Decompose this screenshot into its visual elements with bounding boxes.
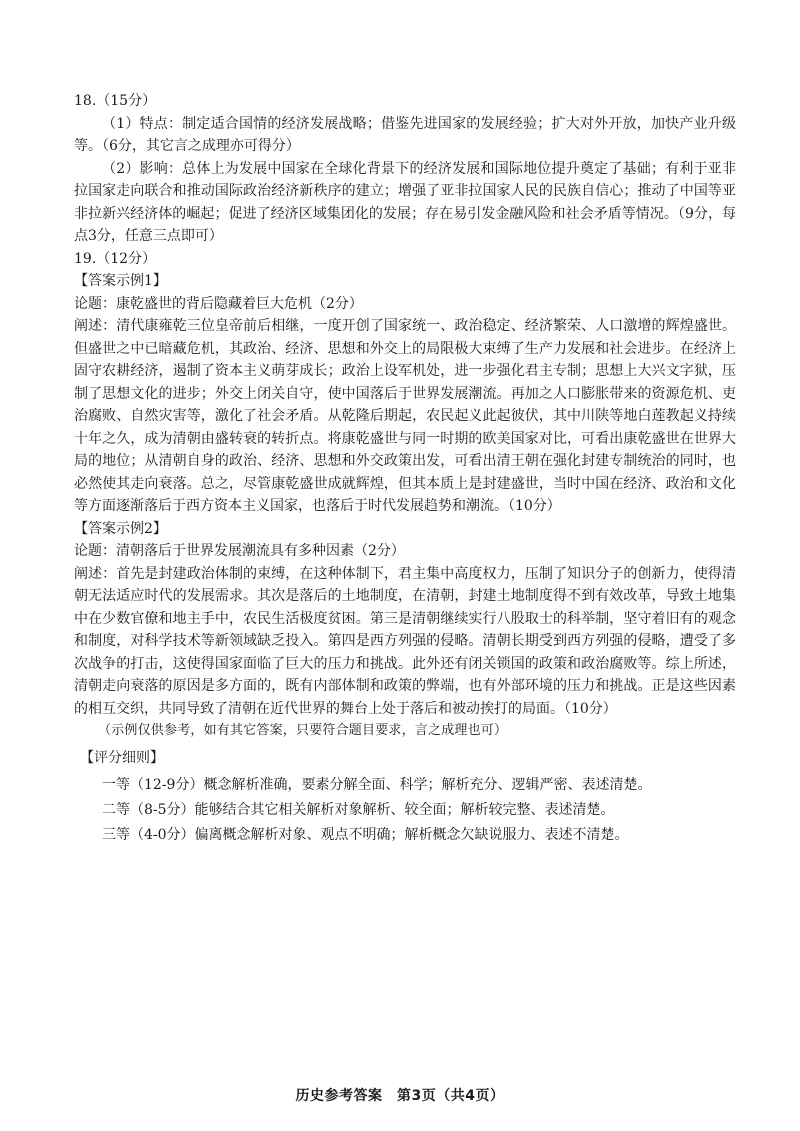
q18-part1: （1）特点：制定适合国情的经济发展战略；借鉴先进国家的发展经验；扩大对外开放，加快产业升级等。（6分，其它言之成理亦可得分） <box>74 115 736 154</box>
example1-body: 阐述：清代康雍乾三位皇帝前后相继，一度开创了国家统一、政治稳定、经济繁荣、人口激增的辉煌盛世。但盛世之中已暗藏危机，其政治、经济、思想和外交上的局限极大束缚了生产力发展和社会进步。在经济上固守农耕经济，遏制了资本主义萌芽成长；政治上设军机处，进一步强化君主专制；思想上大兴文字狱，压制了思想文化的进步；外交上闭关自守，使中国落后于世界发展潮流。再加之人口膨胀带来的资源危机、吏治腐败、自然灾害等，激化了社会矛盾。从乾隆后期起，农民起义此起彼伏，其中川陕等地白莲教起义持续十年之久，成为清朝由盛转衰的转折点。将康乾盛世与同一时期的欧美国家对比，可看出康乾盛世在世界大局的地位；从清朝自身的政治、经济、思想和外交政策出发，可看出清王朝在强化封建专制统治的同时，也必然使其走向衰落。总之，尽管康乾盛世成就辉煌，但其本质上是封建盛世，当时中国在经济、政治和文化等方面逐渐落后于西方资本主义国家，也落后于时代发展趋势和潮流。（10分） <box>74 318 736 514</box>
example2-thesis: 论题：清朝落后于世界发展潮流具有多种因素（2分） <box>74 543 405 559</box>
example1-label: 【答案示例1】 <box>74 273 167 289</box>
q18-heading: 18.（15分） <box>74 93 157 109</box>
rubric-item-2: 二等（8-5分）能够结合其它相关解析对象解析、较全面；解析较完整、表述清楚。 <box>102 802 615 818</box>
rubric-item-3: 三等（4-0分）偏离概念解析对象、观点不明确；解析概念欠缺说服力、表述不清楚。 <box>102 827 629 843</box>
page-footer: 历史参考答案 第3页（共4页） <box>295 1088 505 1104</box>
q18-part2: （2）影响：总体上为发展中国家在全球化背景下的经济发展和国际地位提升奠定了基础；有利于亚非拉国家走向联合和推动国际政治经济新秩序的建立；增强了亚非拉国家人民的民族自信心；推动了中国等亚非拉新兴经济体的崛起；促进了经济区域集团化的发展；存在易引发金融风险和社会矛盾等情况。（9分，每点3分，任意三点即可） <box>74 160 736 244</box>
answer-page <box>74 90 736 848</box>
reference-note: （示例仅供参考，如有其它答案，只要符合题目要求，言之成理也可） <box>98 723 508 738</box>
q19-heading: 19.（12分） <box>74 250 157 267</box>
rubric-item-1: 一等（12-9分）概念解析准确，要素分解全面、科学；解析充分、逻辑严密、表述清楚。 <box>102 777 652 793</box>
rubric-title: 【评分细则】 <box>80 749 164 766</box>
example1-thesis: 论题：康乾盛世的背后隐藏着巨大危机（2分） <box>74 295 363 312</box>
example2-body: 阐述：首先是封建政治体制的束缚，在这种体制下，君主集中高度权力，压制了知识分子的创新力，使得清朝无法适应时代的发展需求。其次是落后的土地制度，在清朝，封建土地制度得不到有效改革，导致土地集中在少数官僚和地主手中，农民生活极度贫困。第三是清朝继续实行八股取士的科举制，坚守着旧有的观念和制度，对科学技术等新领域缺乏投入。第四是西方列强的侵略。清朝长期受到西方列强的侵略，遭受了多次战争的打击，这使得国家面临了巨大的压力和挑战。此外还有闭关锁国的政策和政治腐败等。综上所述，清朝走向衰落的原因是多方面的，既有内部体制和政策的弊端，也有外部环境的压力和挑战。正是这些因素的相互交织，共同导致了清朝在近代世界的舞台上处于落后和被动挨打的局面。（10分） <box>74 565 736 717</box>
example2-label: 【答案示例2】 <box>74 520 167 537</box>
